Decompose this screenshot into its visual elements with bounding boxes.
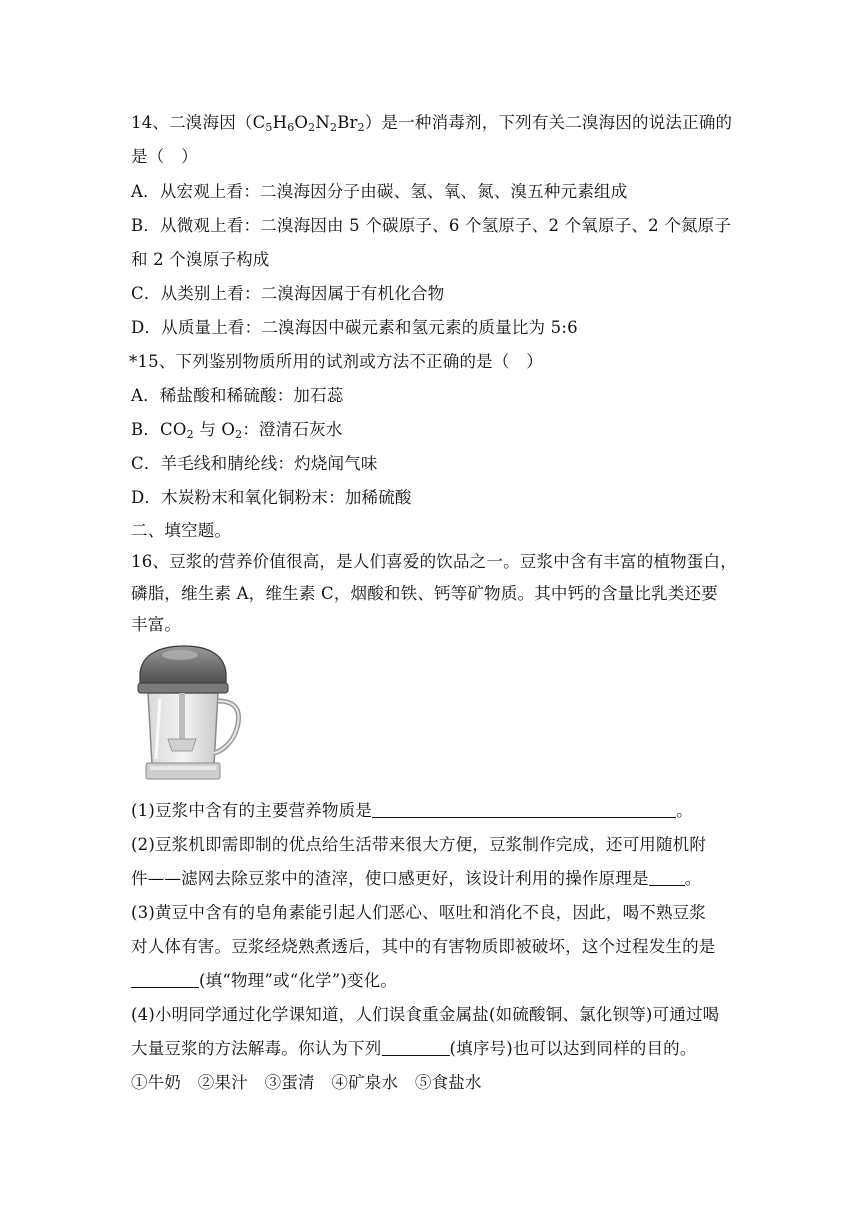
q15-option-a: A．稀盐酸和稀硫酸：加石蕊 [131,386,344,405]
q16-part3-line3: (填“物理”或“化学”)变化。 [131,969,397,993]
q16-choices: ①牛奶 ②果汁 ③蛋清 ④矿泉水 ⑤食盐水 [131,1073,482,1092]
answer-blank-3[interactable] [131,969,199,988]
q16-intro-line3: 丰富。 [131,615,182,634]
q16-intro-line2: 磷脂，维生素 A，维生素 C，烟酸和铁、钙等矿物质。其中钙的含量比乳类还要 [131,584,718,603]
q16-part3-line2: 对人体有害。豆浆经烧熟煮透后，其中的有害物质即被破坏，这个过程发生的是 [131,937,716,956]
answer-blank-4[interactable] [382,1037,450,1056]
q16-part1: (1)豆浆中含有的主要营养物质是 。 [131,801,693,820]
q14-option-b-cont: 和 2 个溴原子构成 [131,250,270,269]
q15-option-c: C．羊毛线和腈纶线：灼烧闻气味 [131,454,378,473]
q14-option-d: D．从质量上看：二溴海因中碳元素和氢元素的质量比为 5:6 [131,318,578,337]
q14-stem-line2: 是（ ） [131,147,198,166]
q14-option-b: B．从微观上看：二溴海因由 5 个碳原子、6 个氢原子、2 个氧原子、2 个氮原子 [131,216,732,235]
answer-blank-1[interactable] [372,799,676,818]
q16-part2-line2: 件——滤网去除豆浆中的渣滓，使口感更好，该设计利用的操作原理是 。 [131,869,702,888]
q16-part4-line2: 大量豆浆的方法解毒。你认为下列 (填序号)也可以达到同样的目的。 [131,1039,697,1058]
q14-stem [131,111,732,135]
answer-blank-2[interactable] [649,867,685,886]
q15-option-d: D．木炭粉末和氧化铜粉末：加稀硫酸 [131,488,412,507]
soymilk-machine-icon [134,643,244,783]
q14-stem-text-2: ）是一种消毒剂，下列有关二溴海因的说法正确的 [364,113,733,132]
soymilk-machine-image [134,643,244,783]
dibromohydantoin-formula: $_5H_6O_2N_2Br_2$ [265,113,365,134]
q16-intro-line1: 16、豆浆的营养价值很高，是人们喜爱的饮品之一。豆浆中含有丰富的植物蛋白， [131,552,737,571]
q15-stem: *15、下列鉴别物质所用的试剂或方法不正确的是（ ） [129,352,543,371]
q14-option-a: A．从宏观上看：二溴海因分子由碳、氢、氧、氮、溴五种元素组成 [131,182,628,201]
q14-option-c: C．从类别上看：二溴海因属于有机化合物 [131,284,445,303]
q16-part2-line1: (2)豆浆机即需即制的优点给生活带来很大方便，豆浆制作完成，还可用随机附 [131,835,707,854]
q16-part3-line1: (3)黄豆中含有的皂角素能引起人们恶心、呕吐和消化不良，因此，喝不熟豆浆 [131,903,707,922]
q14-stem-text: 14、二溴海因（C [131,113,266,132]
q15-option-b: B．$CO_2$ 与 $O_2$：澄清石灰水 [131,420,343,441]
q16-part4-line1: (4)小明同学通过化学课知道，人们误食重金属盐(如硫酸铜、氯化钡等)可通过喝 [131,1005,720,1024]
section-heading: 二、填空题。 [131,521,232,540]
